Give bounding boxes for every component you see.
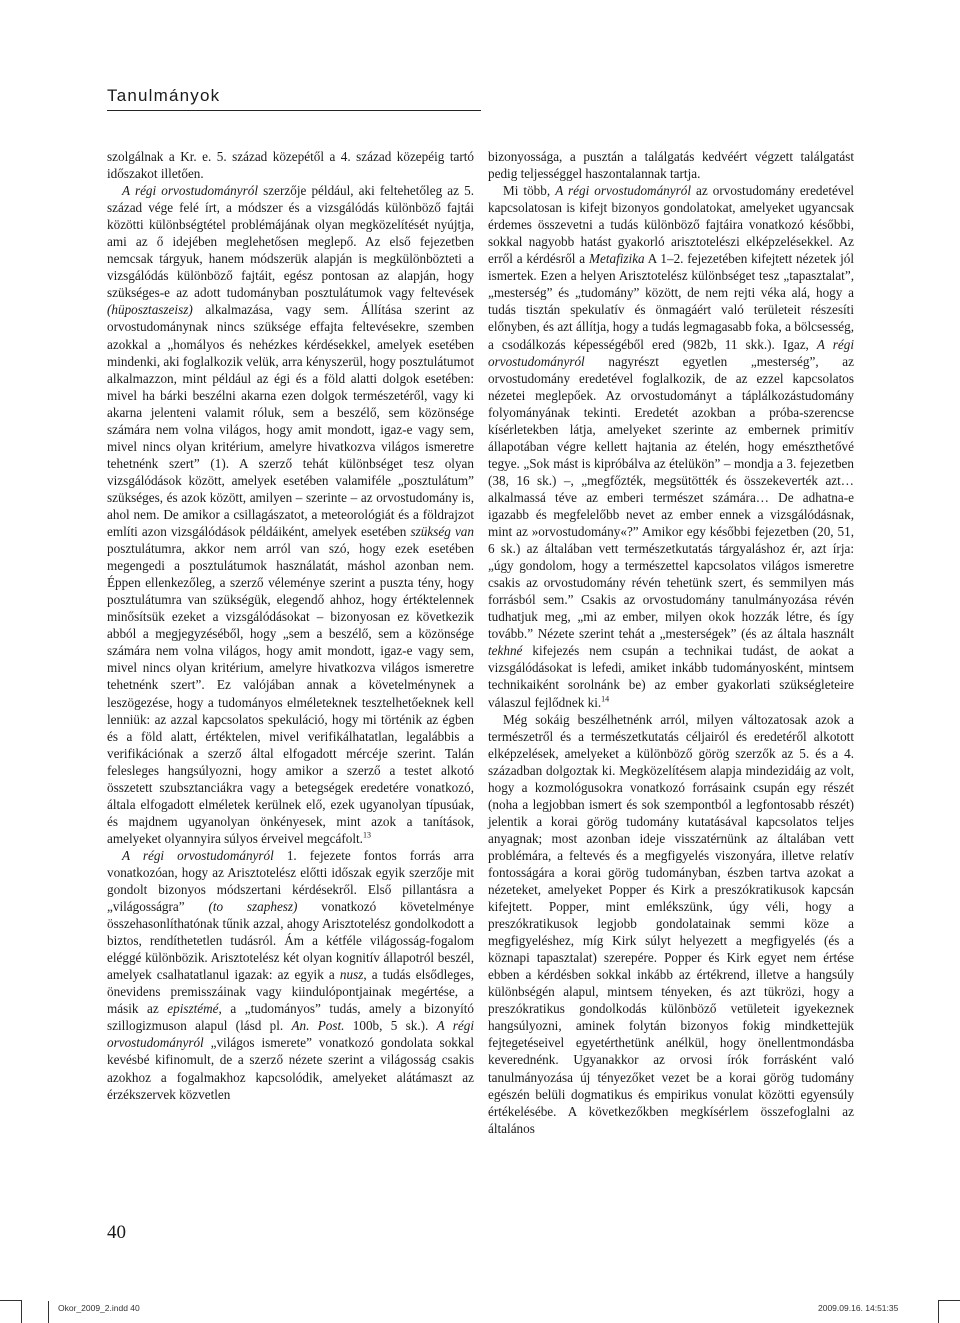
left-text-column: [107, 148, 474, 1103]
crop-mark: [938, 1301, 939, 1323]
running-header: [107, 86, 481, 111]
paragraph: A régi orvostudományról szerzője például, aki feltehetőleg az 5. század vége felé írt, a módszer és a vizsgálódás különböző fajtái közötti különbségtétel problémájának olyan megközelítését nyújtja, ami az ő idejében meglehetősen meglepő. Az első fejezetben nemcsak tárgyuk, hanem módszerük alapján is megkülönbözteti a vizsgálódás különböző fajtáit, egész pontosan az alapján, hogy szükséges-e az adott tudományban posztulátumok vagy feltevések (hüposztaszeisz) alkalmazása, vagy sem. Állítása szerint az orvostudománynak nincs szüksége effajta feltevésekre, szemben azokkal a „homályos és nehézkes kérdésekkel, amelyek esetében mindenki, aki foglalkozik velük, arra kényszerül, hogy posztulátumot alkalmazzon, mint például az égi és a föld alatti dolgok esetében: mivel ha bárki beszélni akarna ezen dolgok természetéről, vagy ki akarna jelenteni valamit róluk, sem a beszélő, sem közönsége számára nem volna világos, hogy amit mondott, igaz-e vagy sem, mivel nincs olyan kritérium, amelyre hivatkozva világos ismeretre tehetnénk szert” (1). A szerző tehát különbséget tesz olyan vizsgálódások között, amelyek esetében valamiféle „posztulátum” szükséges, és azok között, amilyen – szerinte – az orvostudomány is, ahol nem. De amikor a csillagászatot, a meteorológiát és a földrajzot említi azon vizsgálódások példáiként, amelyek esetében szükség van posztulátumra, akkor nem arról van szó, hogy ezek esetében megengedi a posztulátumok használatát, máshol azonban nem. Éppen ellenkezőleg, a szerző véleménye szerint a puszta tény, hogy posztulátumra van szükségük, elegendő ahhoz, hogy értéktelennek minősítsük ezeket a vizsgálódásokat – bizonyosan ez következik abból a megjegyzéséből, hogy „sem a beszélő, sem a közönsége számára nem volna világos, hogy amit mondott, igaz-e vagy sem, mivel nincs olyan kritérium, amelyre hivatkozva világos ismeretre tehetnénk szert”. Ez valójában annak a követelménynek a leszögezése, hogy a tudományos elméleteknek tesztelhetőeknek kell lenniük: az azzal kapcsolatos spekuláció, hogy mi történik az égben és a föld alatt, értéktelen, mivel verifikálhatatlan, legalábbis a verifikációnak a szerző által elfogadott mércéje szerint. Talán felesleges hangsúlyozni, hogy amikor a szerző a testet alkotó összetett szubsztanciákra vagy a betegségek eredetére vonatkozó, általa elfogadott elméletek kerülnek elő, ezek ugyanolyan típusúak, és majdnem ugyanolyan önkényesek, mint azok a tanítások, amelyeket olyannyira súlyos érveivel megcáfolt.$^{13}$: [107, 183, 474, 846]
paragraph: bizonyossága, a pusztán a találgatás kedvéért végzett találgatást pedig teljességgel haszontalannak tartja.: [488, 149, 854, 182]
crop-mark: [48, 1301, 49, 1323]
paragraph: szolgálnak a Kr. e. 5. század közepétől a 4. század közepéig tartó időszakot illetően.: [107, 149, 474, 182]
crop-mark: [938, 1300, 960, 1301]
section-title: Tanulmányok: [107, 86, 221, 105]
page-number: 40: [107, 1222, 126, 1243]
crop-mark: [21, 1301, 22, 1323]
paragraph: A régi orvostudományról 1. fejezete fontos forrás arra vonatkozóan, hogy az Arisztotelész előtti időszak egyik szerzője mit gondolt bizonyos módszertani kérdésekről. Első pillantásra a „világosságra” (to szaphesz) vonatkozó követelménye összehasonlíthatónak tűnik azzal, ahogy Arisztotelész gondolkodott a biztos, rendíthetetlen tudásról. Ám a kétféle világosság-fogalom eléggé különbözik. Arisztotelész két olyan kognitív állapotról beszél, amelyek csalhatatlanul igazak: az egyik a nusz, a tudás elsődleges, önevidens premisszáinak vagy kiindulópontjainak megértése, a másik az episztémé, a „tudományos” tudás, amely a bizonyító szillogizmuson alapul (lásd pl. An. Post. 100b, 5 sk.). A régi orvostudományról „világos ismerete” vonatkozó gondolata sokkal kevésbé kifinomult, de a szerző nézete szerint a világosság csakis azokhoz a fogalmakhoz kapcsolódik, amelyeket alátámaszt az érzékszervek közvetlen: [107, 847, 475, 1102]
slug-filename: Okor_2009_2.indd 40: [58, 1303, 140, 1313]
paragraph: Még sokáig beszélhetnénk arról, milyen változatosak azok a természetről és a természetkutatás céljairól és eredetéről alkotott elképzelések, amelyeket a különböző görög szerzők az 5. és a 4. században dolgoztak ki. Megközelítésem alapja mindezidáig az volt, hogy a kozmológusokra vonatkozó forrásaink csupán egy részét (noha a legjobban ismert és sok szempontból a legfontosabb részét) jelentik a korai görög tudomány kutatásával kapcsolatos teljes anyagnak; most azonban ideje visszatérnünk az általában vett problémára, a feltevés és a megfigyelés viszonyára, illetve relatív fontosságára a korai görög tudományban, észben tartva azokat a nézeteket, amelyeket Popper és Kirk a preszókratikusok kapcsán kifejtett. Popper, mint emlékszünk, úgy véli, hogy a preszókratikusok legjobb gondolatainak semmi köze a megfigyeléshez, míg Kirk súlyt helyezett a megfigyelés (és a köznapi tapasztalat) szerepére. Popper és Kirk egyet nem értése ebben a kérdésben sokkal inkább az értékrend, illetve a hangsúly különbségén alapul, mintsem tényeken, és azt tükrözi, hogy a preszókratikus gondolkodás különböző vetületeit igyekeznek hangsúlyozni, aminek folytán bizonyos fokig mindkettejük fejtegetéseivel egyetérthetünk anélkül, hogy önellentmondásba keverednénk. Ugyanakkor az orvosi írók forrásként való tanulmányozása új tényezőket vezet be a korai görög tudomány egészén belüli dogmatikus és empirikus vonulat közötti egyensúly értékelésébe. A következőkben megkísérlem összefoglalni az általános: [488, 711, 854, 1136]
right-text-column: [488, 148, 854, 1137]
paragraph: Mi több, A régi orvostudományról az orvostudomány eredetével kapcsolatosan is kifejt bizonyos gondolatokat, amelyeket ugyancsak érdemes összevetni a tudás különböző fajtáira vonatkozó későbbi, sokkal nagyobb hatást gyakorló arisztotelészi elképzelésekkel. Az erről a kérdésről a Metafizika A 1–2. fejezetében kifejtett nézetek jól ismertek. Ezen a helyen Arisztotelész különbséget tesz „tapasztalat”, „mesterség” és „tudomány” között, de nem rejti véka alá, hogy a tudás tisztán spekulatív és önmagáért való területeit részesíti előnyben, és azt állítja, hogy a tudás legmagasabb foka, a bölcsesség, a csodálkozás képességéből ered (982b, 11 skk.). Igaz, A régi orvostudományról nagyrészt egyetlen „mesterség”, az orvostudomány eredetével foglalkozik, de az ezzel kapcsolatos nézetei meglepőek. Az orvostudományt a táplálkozástudomány folyományának tekinti. Eredetét azokban a próba-szerencse kísérletekben látja, amelyeket szerinte az embernek primitív állapotában végre kellett hajtania az ételén, hogy emészthetővé tegye. „Sok mást is kipróbálva az ételükön” – mondja a 3. fejezetben (38, 16 sk.) –, „megfőzték, megsütötték és összekeverték azt… alkalmassá téve az emberi természet számára… De adhatna-e igazabb és megfelelőbb nevet az ember ennek a vizsgálódásnak, mint az »orvostudomány«?” Amikor egy későbbi fejezetben (20, 51, 6 sk.) az általában vett természetkutatás tárgyaláshoz ér, azt írja: „úgy gondolom, hogy a természettel kapcsolatos világos ismeretre csakis az orvostudomány révén tehetünk szert, és semmilyen más forrásból sem.” Csakis az orvostudomány tanulmányozása révén tudhatjuk meg, „mi az ember, milyen okok hozzák létre, és így tovább.” Nézete szerint tehát a „mesterségek” (és az általa használt tekhné kifejezés nem csupán a technikai tudást, de aokat a vizsgálódásokat is lefedi, amiket inkább tudományosként, mintsem technikaiként sorolnánk be) az ember gyakorlati szükségleteire válaszul fejlődnek ki.$^{14}$: [488, 183, 854, 710]
crop-mark: [0, 1300, 22, 1301]
slug-datetime: 2009.09.16. 14:51:35: [818, 1303, 899, 1313]
